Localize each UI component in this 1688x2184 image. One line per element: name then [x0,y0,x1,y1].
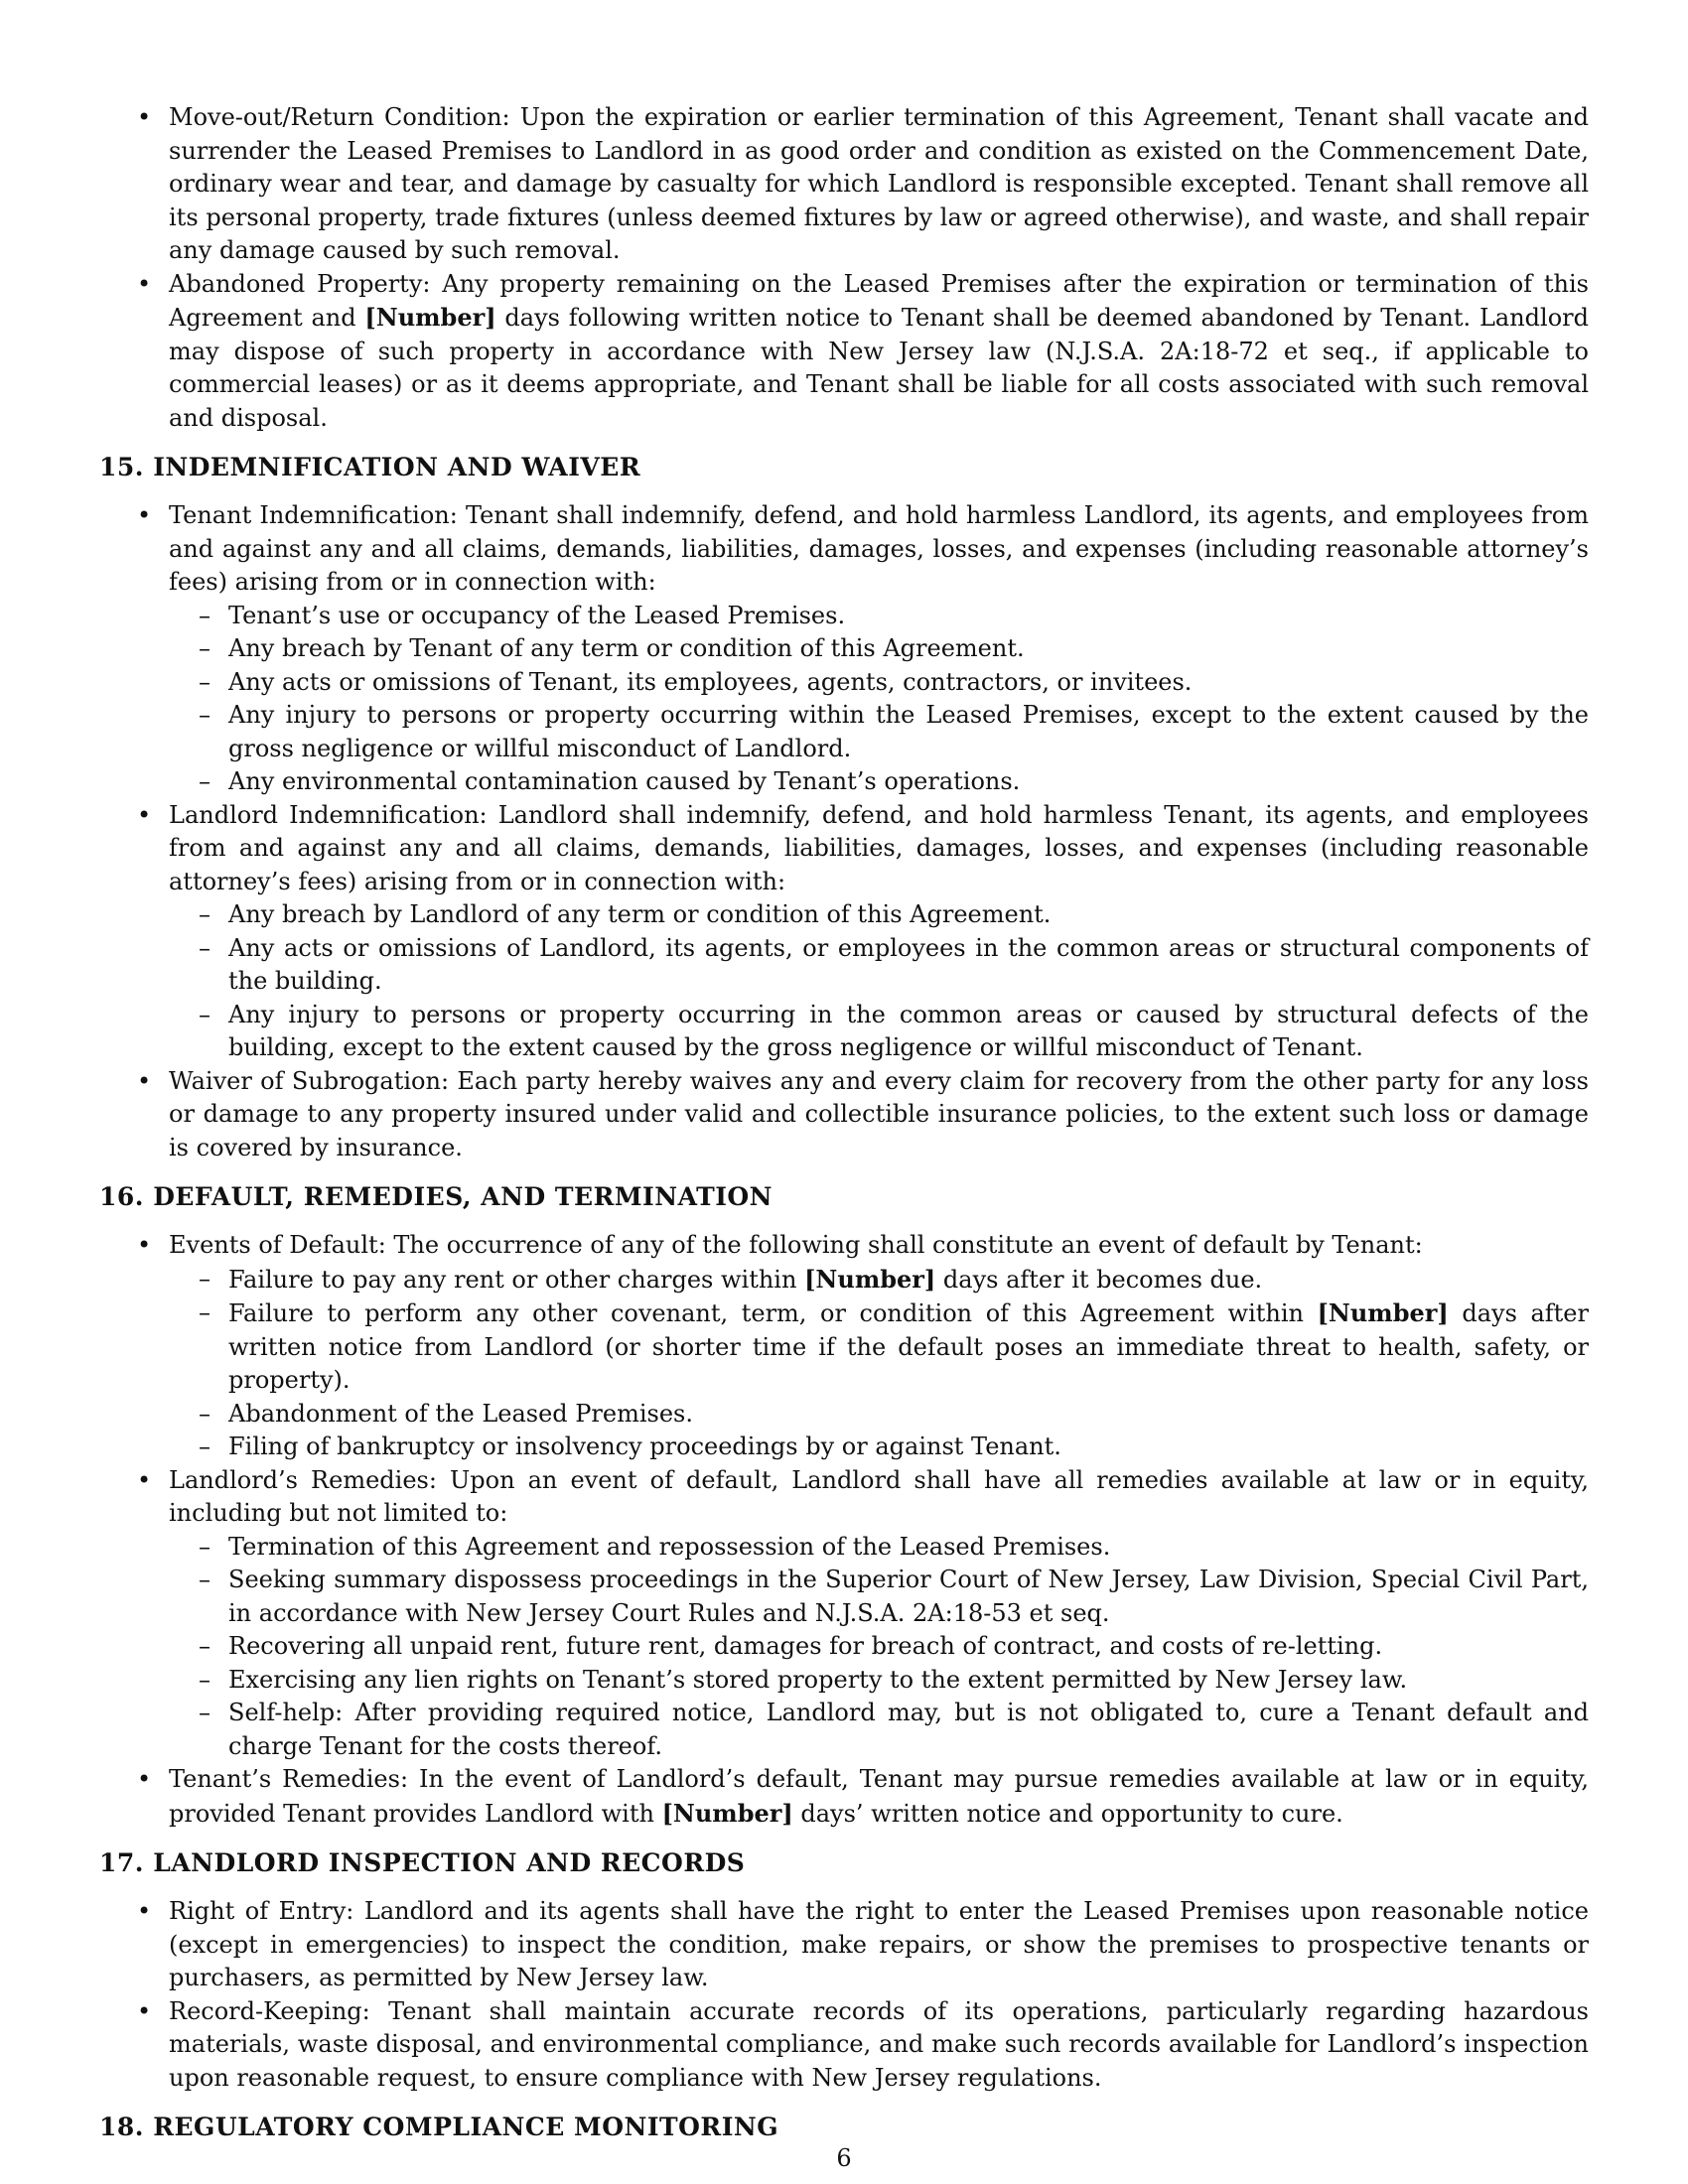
sub-item: – Abandonment of the Leased Premises. [169,1398,1589,1432]
sublist [169,1263,1589,1464]
sub-item: – Self-help: After providing required notice, Landlord may, but is not obligated to, cure a Tenant default and charge Tenant for the costs thereof. [169,1697,1589,1763]
list-item-tenant-indemnification: • Tenant Indemnification: Tenant shall indemnify, defend, and hold harmless Landlord, its agents, and employees from and against any and all claims, demands, liabilities, damages, losses, and expenses (including reasonable attorney’s fees) arising from or in connection with: – Tenant’s use or occupancy of the Leased Premises. – Any breach by Tenant of any term or condition of this Agreement. – Any acts or omissions of Tenant, its employees, agents, contractors, or invitees. – Any injury to persons or property occurring within the Leased Premises, except to the extent caused by the gross negligence or willful misconduct of Landlord. – Any environmental contamination caused by Tenant’s operations. [99,499,1589,799]
list-item-landlord-indemnification: • Landlord Indemnification: Landlord shall indemnify, defend, and hold harmless Tenant, its agents, and employees from and against any and all claims, demands, liabilities, damages, losses, and expenses (including reasonable attorney’s fees) arising from or in connection with: – Any breach by Landlord of any term or condition of this Agreement. – Any acts or omissions of Landlord, its agents, or employees in the common areas or structural components of the building. – Any injury to persons or property occurring in the common areas or caused by structural defects of the building, except to the extent caused by the gross negligence or willful misconduct of Tenant. [99,799,1589,1065]
sublist [169,1531,1589,1764]
sub-item: – Any acts or omissions of Landlord, its agents, or employees in the common areas or structural components of the building. [169,932,1589,999]
list-item-landlords-remedies: • Landlord’s Remedies: Upon an event of default, Landlord shall have all remedies available at law or in equity, including but not limited to: – Termination of this Agreement and repossession of the Leased Premises. – Seeking summary dispossess proceedings in the Superior Court of New Jersey, Law Division, Special Civil Part, in accordance with New Jersey Court Rules and N.J.S.A. 2A:18-53 et seq. – Recovering all unpaid rent, future rent, damages for breach of contract, and costs of re-letting. – Exercising any lien rights on Tenant’s stored property to the extent permitted by New Jersey law. – Self-help: After providing required notice, Landlord may, but is not obligated to, cure a Tenant default and charge Tenant for the costs thereof. [99,1464,1589,1764]
intro-list [99,101,1589,435]
list-item-right-of-entry: • Right of Entry: Landlord and its agents shall have the right to enter the Leased Premises upon reasonable notice (except in emergencies) to inspect the condition, make repairs, or show the premises to prospective tenants or purchasers, as permitted by New Jersey law. [99,1895,1589,1995]
section-16-list [99,1229,1589,1831]
sub-item: – Seeking summary dispossess proceedings in the Superior Court of New Jersey, Law Division, Special Civil Part, in accordance with New Jersey Court Rules and N.J.S.A. 2A:18-53 et seq. [169,1564,1589,1630]
sub-item: – Filing of bankruptcy or insolvency proceedings by or against Tenant. [169,1431,1589,1464]
number-placeholder: [Number] [1317,1298,1449,1327]
list-item-abandoned-property: • Abandoned Property: Any property remaining on the Leased Premises after the expiration or termination of this Agreement and [Number] days following written notice to Tenant shall be deemed abandoned by Tenant. Landlord may dispose of such property in accordance with New Jersey law (N.J.S.A. 2A:18-72 et seq., if applicable to commercial leases) or as it deems appropriate, and Tenant shall be liable for all costs associated with such removal and disposal. [99,268,1589,436]
sub-item: – Any breach by Tenant of any term or condition of this Agreement. [169,632,1589,666]
sub-item: – Any environmental contamination caused by Tenant’s operations. [169,765,1589,799]
list-item-waiver-of-subrogation: • Waiver of Subrogation: Each party hereby waives any and every claim for recovery from the other party for any loss or damage to any property insured under valid and collectible insurance policies, to the extent such loss or damage is covered by insurance. [99,1065,1589,1165]
sub-item: – Any injury to persons or property occurring in the common areas or caused by structural defects of the building, except to the extent caused by the gross negligence or willful misconduct of Tenant. [169,999,1589,1065]
section-heading-18: 18. REGULATORY COMPLIANCE MONITORING [99,2113,779,2141]
sub-item: – Recovering all unpaid rent, future rent, damages for breach of contract, and costs of re-letting. [169,1630,1589,1664]
sub-item: – Tenant’s use or occupancy of the Leased Premises. [169,600,1589,633]
page-number: 6 [836,2144,852,2172]
list-item-tenants-remedies: • Tenant’s Remedies: In the event of Landlord’s default, Tenant may pursue remedies available at law or in equity, provided Tenant provides Landlord with [Number] days’ written notice and opportunity to cure. [99,1763,1589,1831]
sublist [169,600,1589,799]
list-item-record-keeping: • Record-Keeping: Tenant shall maintain accurate records of its operations, particularly regarding hazardous materials, waste disposal, and environmental compliance, and make such records available for Landlord’s inspection upon reasonable request, to ensure compliance with New Jersey regulations. [99,1995,1589,2096]
sublist [169,898,1589,1065]
sub-item: – Exercising any lien rights on Tenant’s stored property to the extent permitted by New Jersey law. [169,1664,1589,1698]
sub-item: – Any injury to persons or property occurring within the Leased Premises, except to the extent caused by the gross negligence or willful misconduct of Landlord. [169,699,1589,765]
sub-item: – Failure to pay any rent or other charges within [Number] days after it becomes due. [169,1263,1589,1297]
section-17-list [99,1895,1589,2095]
section-heading-15: 15. INDEMNIFICATION AND WAIVER [99,453,641,481]
document-body [99,101,1589,2159]
list-item-move-out: • Move-out/Return Condition: Upon the expiration or earlier termination of this Agreement, Tenant shall vacate and surrender the Leased Premises to Landlord in as good order and condition as existed on the Commencement Date, ordinary wear and tear, and damage by casualty for which Landlord is responsible excepted. Tenant shall remove all its personal property, trade fixtures (unless deemed fixtures by law or agreed otherwise), and waste, and shall repair any damage caused by such removal. [99,101,1589,268]
sub-item: – Termination of this Agreement and repossession of the Leased Premises. [169,1531,1589,1565]
section-heading-17: 17. LANDLORD INSPECTION AND RECORDS [99,1848,746,1877]
number-placeholder: [Number] [804,1264,936,1294]
sub-item: – Any breach by Landlord of any term or condition of this Agreement. [169,898,1589,932]
list-item-events-of-default: • Events of Default: The occurrence of any of the following shall constitute an event of default by Tenant: – Failure to pay any rent or other charges within [Number] days after it becomes due. – Failure to perform any other covenant, term, or condition of this Agreement within [Number] days after written notice from Landlord (or shorter time if the default poses an immediate threat to health, safety, or property). – Abandonment of the Leased Premises. – Filing of bankruptcy or insolvency proceedings by or against Tenant. [99,1229,1589,1464]
sub-item: – Any acts or omissions of Tenant, its employees, agents, contractors, or invitees. [169,666,1589,700]
number-placeholder: [Number] [364,303,496,332]
section-heading-16: 16. DEFAULT, REMEDIES, AND TERMINATION [99,1182,774,1211]
number-placeholder: [Number] [661,1798,793,1828]
section-15-list [99,499,1589,1164]
sub-item: – Failure to perform any other covenant, term, or condition of this Agreement within [Number] days after written notice from Landlord (or shorter time if the default poses an immediate threat to health, safety, or property). [169,1297,1589,1398]
